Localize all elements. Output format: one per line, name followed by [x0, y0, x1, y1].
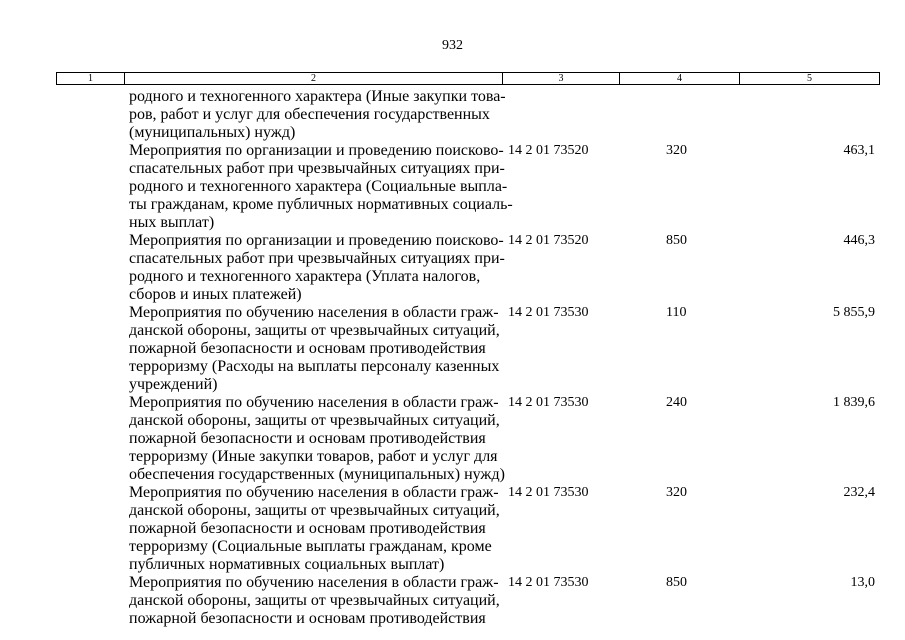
expense-name-line: ты гражданам, кроме публичных нормативных социаль- — [129, 196, 513, 213]
amount: 1 839,6 — [833, 395, 875, 410]
target-article-code: 14 2 01 73530 — [508, 305, 589, 320]
expense-name-line: данской обороны, защиты от чрезвычайных ситуаций, — [129, 412, 500, 429]
expense-name-line: публичных нормативных социальных выплат) — [129, 556, 445, 573]
amount: 232,4 — [843, 485, 875, 500]
expense-name-line: сборов и иных платежей) — [129, 286, 302, 303]
expense-name — [129, 304, 499, 394]
page-number: 932 — [442, 38, 463, 53]
table-row — [0, 484, 905, 574]
column-number-1: 1 — [57, 73, 125, 84]
expense-name-line: пожарной безопасности и основам противодействия — [129, 610, 486, 627]
expense-name-line: Мероприятия по обучению населения в области граж- — [129, 394, 499, 411]
budget-table-body — [0, 88, 905, 628]
expense-name-line: родного и техногенного характера (Иные закупки това- — [129, 88, 506, 105]
amount: 5 855,9 — [833, 305, 875, 320]
column-number-header — [56, 72, 880, 85]
expense-name — [129, 142, 513, 232]
expense-name-line: Мероприятия по обучению населения в области граж- — [129, 484, 499, 501]
expense-name-line: терроризму (Расходы на выплаты персоналу казенных — [129, 358, 500, 375]
expense-name-line: Мероприятия по обучению населения в области граж- — [129, 304, 499, 321]
expense-type-code: 850 — [666, 233, 687, 248]
expense-name-line: Мероприятия по организации и проведению поисково- — [129, 142, 504, 159]
column-number-5: 5 — [807, 73, 812, 84]
expense-name-line: данской обороны, защиты от чрезвычайных ситуаций, — [129, 502, 500, 519]
target-article-code: 14 2 01 73530 — [508, 395, 589, 410]
expense-name — [129, 394, 505, 484]
expense-name-line: терроризму (Иные закупки товаров, работ и услуг для — [129, 448, 498, 465]
target-article-code: 14 2 01 73530 — [508, 485, 589, 500]
expense-name-line: терроризму (Социальные выплаты гражданам, кроме — [129, 538, 492, 555]
expense-name-line: ров, работ и услуг для обеспечения государственных — [129, 106, 490, 123]
table-row — [0, 88, 905, 142]
expense-name-line: спасательных работ при чрезвычайных ситуациях при- — [129, 160, 505, 177]
expense-name — [129, 484, 499, 574]
column-number-4: 4 — [620, 73, 740, 84]
amount: 13,0 — [850, 575, 875, 590]
expense-name — [129, 88, 506, 142]
expense-type-code: 110 — [666, 305, 687, 320]
expense-name-line: пожарной безопасности и основам противодействия — [129, 340, 486, 357]
target-article-code: 14 2 01 73520 — [508, 143, 589, 158]
column-number-2: 2 — [125, 73, 503, 84]
expense-name-line: родного и техногенного характера (Уплата налогов, — [129, 268, 481, 285]
expense-type-code: 320 — [666, 485, 687, 500]
expense-name-line: пожарной безопасности и основам противодействия — [129, 520, 486, 537]
expense-type-code: 240 — [666, 395, 687, 410]
table-row — [0, 232, 905, 304]
expense-name-line: (муниципальных) нужд) — [129, 124, 296, 141]
target-article-code: 14 2 01 73520 — [508, 233, 589, 248]
expense-type-code: 850 — [666, 575, 687, 590]
expense-name — [129, 574, 499, 628]
expense-name-line: спасательных работ при чрезвычайных ситуациях при- — [129, 250, 505, 267]
expense-name-line: ных выплат) — [129, 214, 215, 231]
expense-type-code: 320 — [666, 143, 687, 158]
amount: 446,3 — [843, 233, 875, 248]
table-row — [0, 574, 905, 628]
table-row — [0, 394, 905, 484]
expense-name-line: данской обороны, защиты от чрезвычайных ситуаций, — [129, 322, 500, 339]
expense-name-line: обеспечения государственных (муниципальных) нужд) — [129, 466, 505, 483]
target-article-code: 14 2 01 73530 — [508, 575, 589, 590]
column-number-3: 3 — [503, 73, 620, 84]
expense-name-line: пожарной безопасности и основам противодействия — [129, 430, 486, 447]
expense-name-line: Мероприятия по организации и проведению поисково- — [129, 232, 504, 249]
expense-name-line: родного и техногенного характера (Социальные выпла- — [129, 178, 508, 195]
table-row — [0, 304, 905, 394]
amount: 463,1 — [843, 143, 875, 158]
expense-name — [129, 232, 505, 304]
expense-name-line: Мероприятия по обучению населения в области граж- — [129, 574, 499, 591]
table-row — [0, 142, 905, 232]
expense-name-line: данской обороны, защиты от чрезвычайных ситуаций, — [129, 592, 500, 609]
expense-name-line: учреждений) — [129, 376, 218, 393]
